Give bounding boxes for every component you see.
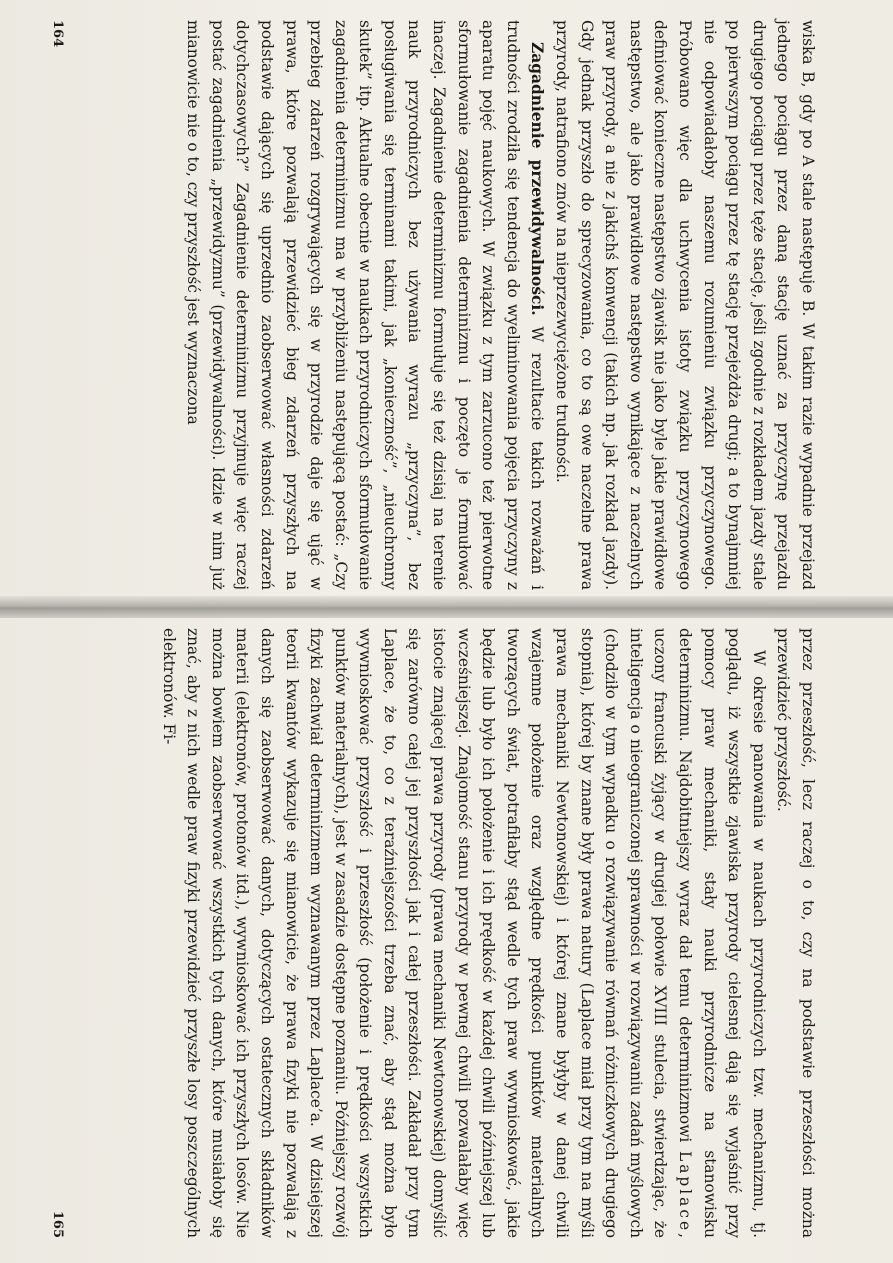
paragraph-continued: wiska B, gdy po A stale następuje B. W takim razie wypadnie przejazd jednego pociągu przez daną stację uznać za przyczynę przejazdu drugiego pociągu przez tęże stację, jeśli zgodnie z rozkładem jazdy stale po pierwszym pociągu przez tę stację przejeżdża drugi; a to bynajmniej nie odpowiadałoby naszemu rozumieniu związku przyczynowego. Próbowano więc dla uchwycenia istoty związku przyczynowego definiować konieczne następstwo zjawisk nie jako byle jakie prawidłowe następstwo, ale jako prawidłowe następstwo wynikające z naczelnych praw przyrody, a nie z jakichś konwencji (takich np. jak rozkład jazdy). Gdy jednak przyszło do sprecyzowania, co to są owe naczelne prawa przyrody, natrafiono znów na nieprzezwyciężone trudności. — [553, 20, 817, 590]
page-number: 165 — [50, 1210, 65, 1238]
paragraph-predictability: Zagadnienie przewidywalności. W rezultacie takich rozważań i trudności zrodziła się tendencja do wyeliminowania pojęcia przyczyny z aparatu pojęć naukowych. W związku z tym zarzucono też pierwotne sformułowanie zagadnienia determinizmu i poczęto je formułować inaczej. Zagadnienie determinizmu formułuje się też dzisiaj na terenie nauk przyrodniczych bez używania wyrazu „przyczyna”, bez posługiwania się terminami takimi, jak „konieczność”, „nieuchronny skutek” itp. Aktualne obecnie w naukach przyrodniczych sformułowanie zagadnienia determinizmu ma w przybliżeniu następującą postać: „Czy przebieg zdarzeń rozgrywających się w przyrodzie daje się ująć w prawa, które pozwalają przewidzieć bieg zdarzeń przyszłych na podstawie dających się uprzednio zaobserwować własności zdarzeń dotychczasowych?” Zagadnienie determinizmu przyjmuje więc raczej postać zagadnienia „przewidyzmu” (przewidywalności). Idzie w nim już mianowicie nie o to, czy przyszłość jest wyznaczona — [184, 20, 547, 590]
page-165 — [50, 628, 820, 1238]
spaced-name-laplace: Laplace — [676, 1151, 695, 1234]
book-gutter — [0, 596, 893, 618]
page-164 — [50, 20, 820, 590]
page-number: 164 — [50, 20, 65, 48]
section-heading: Zagadnienie przewidywalności. — [528, 42, 547, 316]
paragraph-laplace: W okresie panowania w naukach przyrodniczych tzw. mechanizmu, tj. poglądu, iż wszystkie zjawiska przyrody cielesnej dają się wyjaśnić przy pomocy praw mechaniki, stały nauki przyrodnicze na stanowisku determinizmu. Najdobitniejszy wyraz dał temu determinizmowi Laplace, uczony francuski żyjący w drugiej połowie XVIII stulecia, stwierdzając, że inteligencja o nieograniczonej sprawności w rozwiązywaniu zadań myślowych (chodziło w tym wypadku o rozwiązywanie równań różniczkowych drugiego stopnia), której by znane były prawa natury (Laplace miał przy tym na myśli prawa mechaniki Newtonowskiej) i której znane byłyby w danej chwili wzajemne położenie oraz względne prędkości punktów materialnych tworzących świat, potrafiłaby stąd wedle tych praw wywnioskować, jakie będzie lub było ich położenie i ich prędkość w każdej chwili późniejszej lub wcześniejszej. Znajomość stanu przyrody w pewnej chwili pozwalałaby więc istocie znającej prawa przyrody (prawa mechaniki Newtonowskiej) domyślić się zarówno całej jej przyszłości jak i całej przeszłości. Zakładał przy tym Laplace, że to, co z teraźniejszości trzeba znać, aby stąd można było wywnioskować przyszłość i przeszłość (położenie i prędkości wszystkich punktów materialnych), jest w zasadzie dostępne poznaniu. Późniejszy rozwój fizyki zachwiał determinizmem wyznawanym przez Laplace’a. W dzisiejszej teorii kwantów wykazuje się mianowicie, że prawa fizyki nie pozwalają z danych się zaobserwować danych, dotyczących ostatecznych składników materii (elektronów, protonów itd.), wywnioskować ich przyszłych losów. Nie można bowiem zaobserwować wszystkich tych danych, które musiałoby się znać, aby z nich wedle praw fizyki przewidzieć przyszłe losy poszczególnych elektronów. Fi- — [159, 628, 768, 1238]
paragraph-continued: przez przeszłość, lecz raczej o to, czy na podstawie przeszłości można przewidzieć przyszłość. — [774, 628, 817, 1238]
